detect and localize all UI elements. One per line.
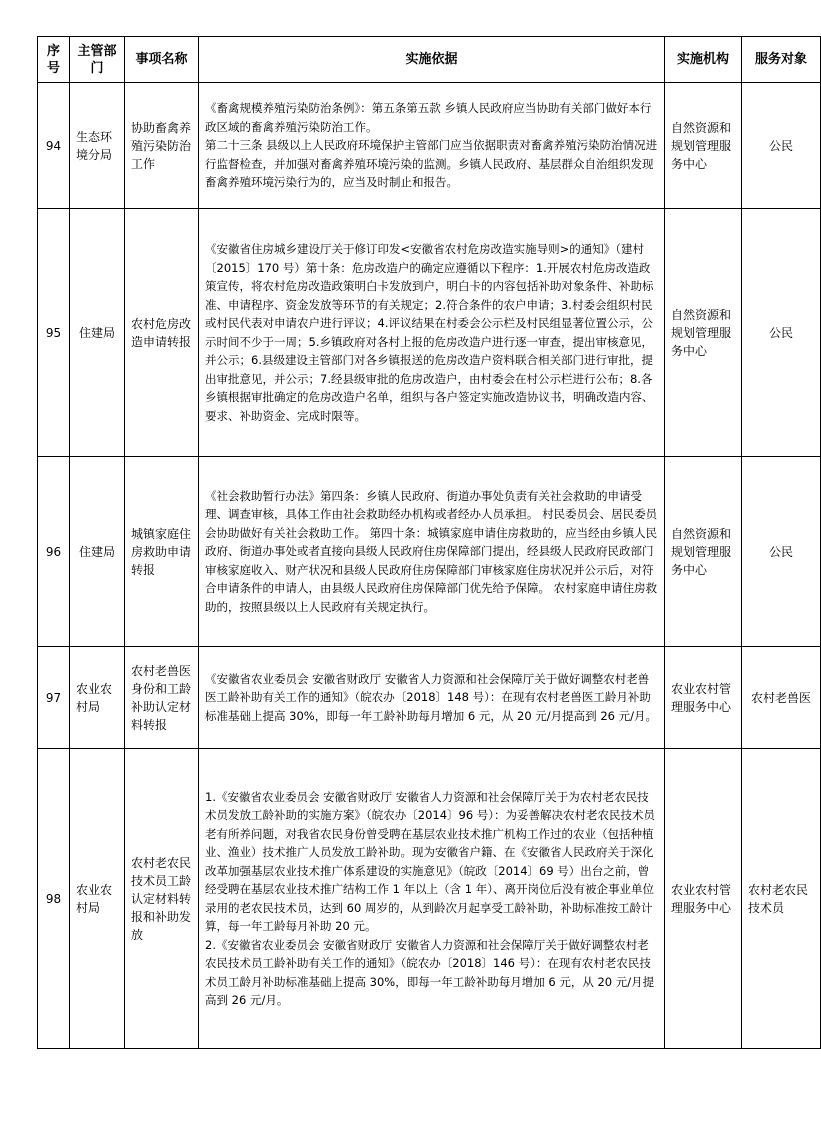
cell-dept: 住建局 — [70, 209, 125, 457]
cell-item: 农村老农民技术员工龄认定材料转报和补助发放 — [125, 749, 199, 1049]
table-row — [38, 209, 821, 457]
cell-no: 95 — [38, 209, 70, 457]
cell-basis — [199, 749, 665, 1049]
basis-paragraph: 《安徽省住房城乡建设厅关于修订印发<安徽省农村危房改造实施导则>的通知》（建村〔2015〕170 号）第十条：危房改造户的确定应遵循以下程序：1.开展农村危房改造政策宣传，将农村危房改造政策明白卡发放到户，明白卡的内容包括补助对象条件、补助标准、申请程序、资金发放等环节的有关规定；2.符合条件的农户申请；3.村委会组织村民或村民代表对申请农户进行评议；4.评议结果在村委会公示栏及村民组显著位置公示，公示时间不少于一周；5.乡镇政府对各村上报的危房改造户进行逐一审查，提出审核意见，并公示；6.县级建设主管部门对各乡镇报送的危房改造户资料联合相关部门进行审批，提出审批意见，并公示；7.经县级审批的危房改造户，由村委会在村公示栏进行公布；8.各乡镇根据审批确定的危房改造户名单，组织与各户签定实施改造协议书，明确改造内容、要求、补助资金、完成时限等。 — [205, 242, 654, 423]
cell-target: 农村老兽医 — [742, 647, 821, 749]
cell-dept: 生态环境分局 — [70, 83, 125, 209]
basis-paragraph: 1.《安徽省农业委员会 安徽省财政厅 安徽省人力资源和社会保障厅关于为农村老农民技术员发放工龄补助的实施方案》（皖农办〔2014〕96 号）：为妥善解决农村老农民技术员老有所养问题，对我省农民身份曾受聘在基层农业技术推广机构工作过的农业（包括种植业、渔业）技术推广人员发放工龄补助。现为安徽省户籍、在《安徽省人民政府关于深化改革加强基层农业技术推广体系建设的实施意见》（皖政〔2014〕69 号）出台之前，曾经受聘在基层农业技术推广结构工作 1 年以上（含 1 年）、离开岗位后没有被企事业单位录用的老农民技术员，达到 60 周岁的，从到龄次月起享受工龄补助，补助标准按工龄计算，每一年工龄每月补助 20 元。 — [205, 789, 656, 933]
basis-paragraph: 《畜禽规模养殖污染防治条例》：第五条第五款 乡镇人民政府应当协助有关部门做好本行政区域的畜禽养殖污染防治工作。 — [205, 101, 652, 134]
cell-target: 公民 — [742, 209, 821, 457]
header-row — [38, 37, 821, 83]
cell-agency: 自然资源和规划管理服务中心 — [665, 209, 742, 457]
table-row — [38, 647, 821, 749]
header-item: 事项名称 — [125, 37, 199, 83]
cell-agency: 自然资源和规划管理服务中心 — [665, 457, 742, 647]
cell-agency: 农业农村管理服务中心 — [665, 647, 742, 749]
cell-item: 协助畜禽养殖污染防治工作 — [125, 83, 199, 209]
table-row — [38, 749, 821, 1049]
cell-basis — [199, 647, 665, 749]
cell-agency: 农业农村管理服务中心 — [665, 749, 742, 1049]
header-no: 序号 — [38, 37, 70, 83]
header-dept: 主管部门 — [70, 37, 125, 83]
cell-basis — [199, 83, 665, 209]
table-row — [38, 83, 821, 209]
cell-basis — [199, 209, 665, 457]
cell-target: 公民 — [742, 83, 821, 209]
table-row — [38, 457, 821, 647]
header-basis: 实施依据 — [199, 37, 665, 83]
basis-paragraph: 第二十三条 县级以上人民政府环境保护主管部门应当依据职责对畜禽养殖污染防治情况进行监督检查，并加强对畜禽养殖环境污染的监测。乡镇人民政府、基层群众自治组织发现畜禽养殖环境污染行为的，应当及时制止和报告。 — [205, 138, 658, 190]
cell-dept: 农业农村局 — [70, 647, 125, 749]
cell-target: 公民 — [742, 457, 821, 647]
basis-paragraph: 《安徽省农业委员会 安徽省财政厅 安徽省人力资源和社会保障厅关于做好调整农村老兽医工龄补助有关工作的通知》（皖农办〔2018〕148 号）：在现有农村老兽医工龄月补助标准基础上提高 30%，即每一年工龄补助每月增加 6 元，从 20 元/月提高到 26 元/月。 — [205, 671, 657, 723]
cell-basis — [199, 457, 665, 647]
basis-paragraph: 2.《安徽省农业委员会 安徽省财政厅 安徽省人力资源和社会保障厅关于做好调整农村老农民技术员工龄补助有关工作的通知》（皖农办〔2018〕146 号）：在现有农村老农民技术员工龄月补助标准基础上提高 30%，即每一年工龄补助每月增加 6 元，从 20 元/月提高到 26 元/月。 — [205, 937, 655, 1007]
cell-item: 城镇家庭住房救助申请转报 — [125, 457, 199, 647]
cell-no: 94 — [38, 83, 70, 209]
header-agency: 实施机构 — [665, 37, 742, 83]
cell-no: 97 — [38, 647, 70, 749]
cell-no: 96 — [38, 457, 70, 647]
cell-dept: 住建局 — [70, 457, 125, 647]
cell-no: 98 — [38, 749, 70, 1049]
service-items-table — [37, 36, 821, 1049]
cell-target: 农村老农民技术员 — [742, 749, 821, 1049]
basis-paragraph: 《社会救助暂行办法》第四条：乡镇人民政府、街道办事处负责有关社会救助的申请受理、调查审核，具体工作由社会救助经办机构或者经办人员承担。 村民委员会、居民委员会协助做好有关社会救助工作。 第四十条：城镇家庭申请住房救助的，应当经由乡镇人民政府、街道办事处或者直接向县级人民政府住房保障部门提出，经县级人民政府民政部门审核家庭收入、财产状况和县级人民政府住房保障部门审核家庭住房状况并公示后，对符合申请条件的申请人，由县级人民政府住房保障部门优先给予保障。 农村家庭申请住房救助的，按照县级以上人民政府有关规定执行。 — [205, 488, 658, 614]
cell-agency: 自然资源和规划管理服务中心 — [665, 83, 742, 209]
cell-dept: 农业农村局 — [70, 749, 125, 1049]
cell-item: 农村老兽医身份和工龄补助认定材料转报 — [125, 647, 199, 749]
header-target: 服务对象 — [742, 37, 821, 83]
cell-item: 农村危房改造申请转报 — [125, 209, 199, 457]
